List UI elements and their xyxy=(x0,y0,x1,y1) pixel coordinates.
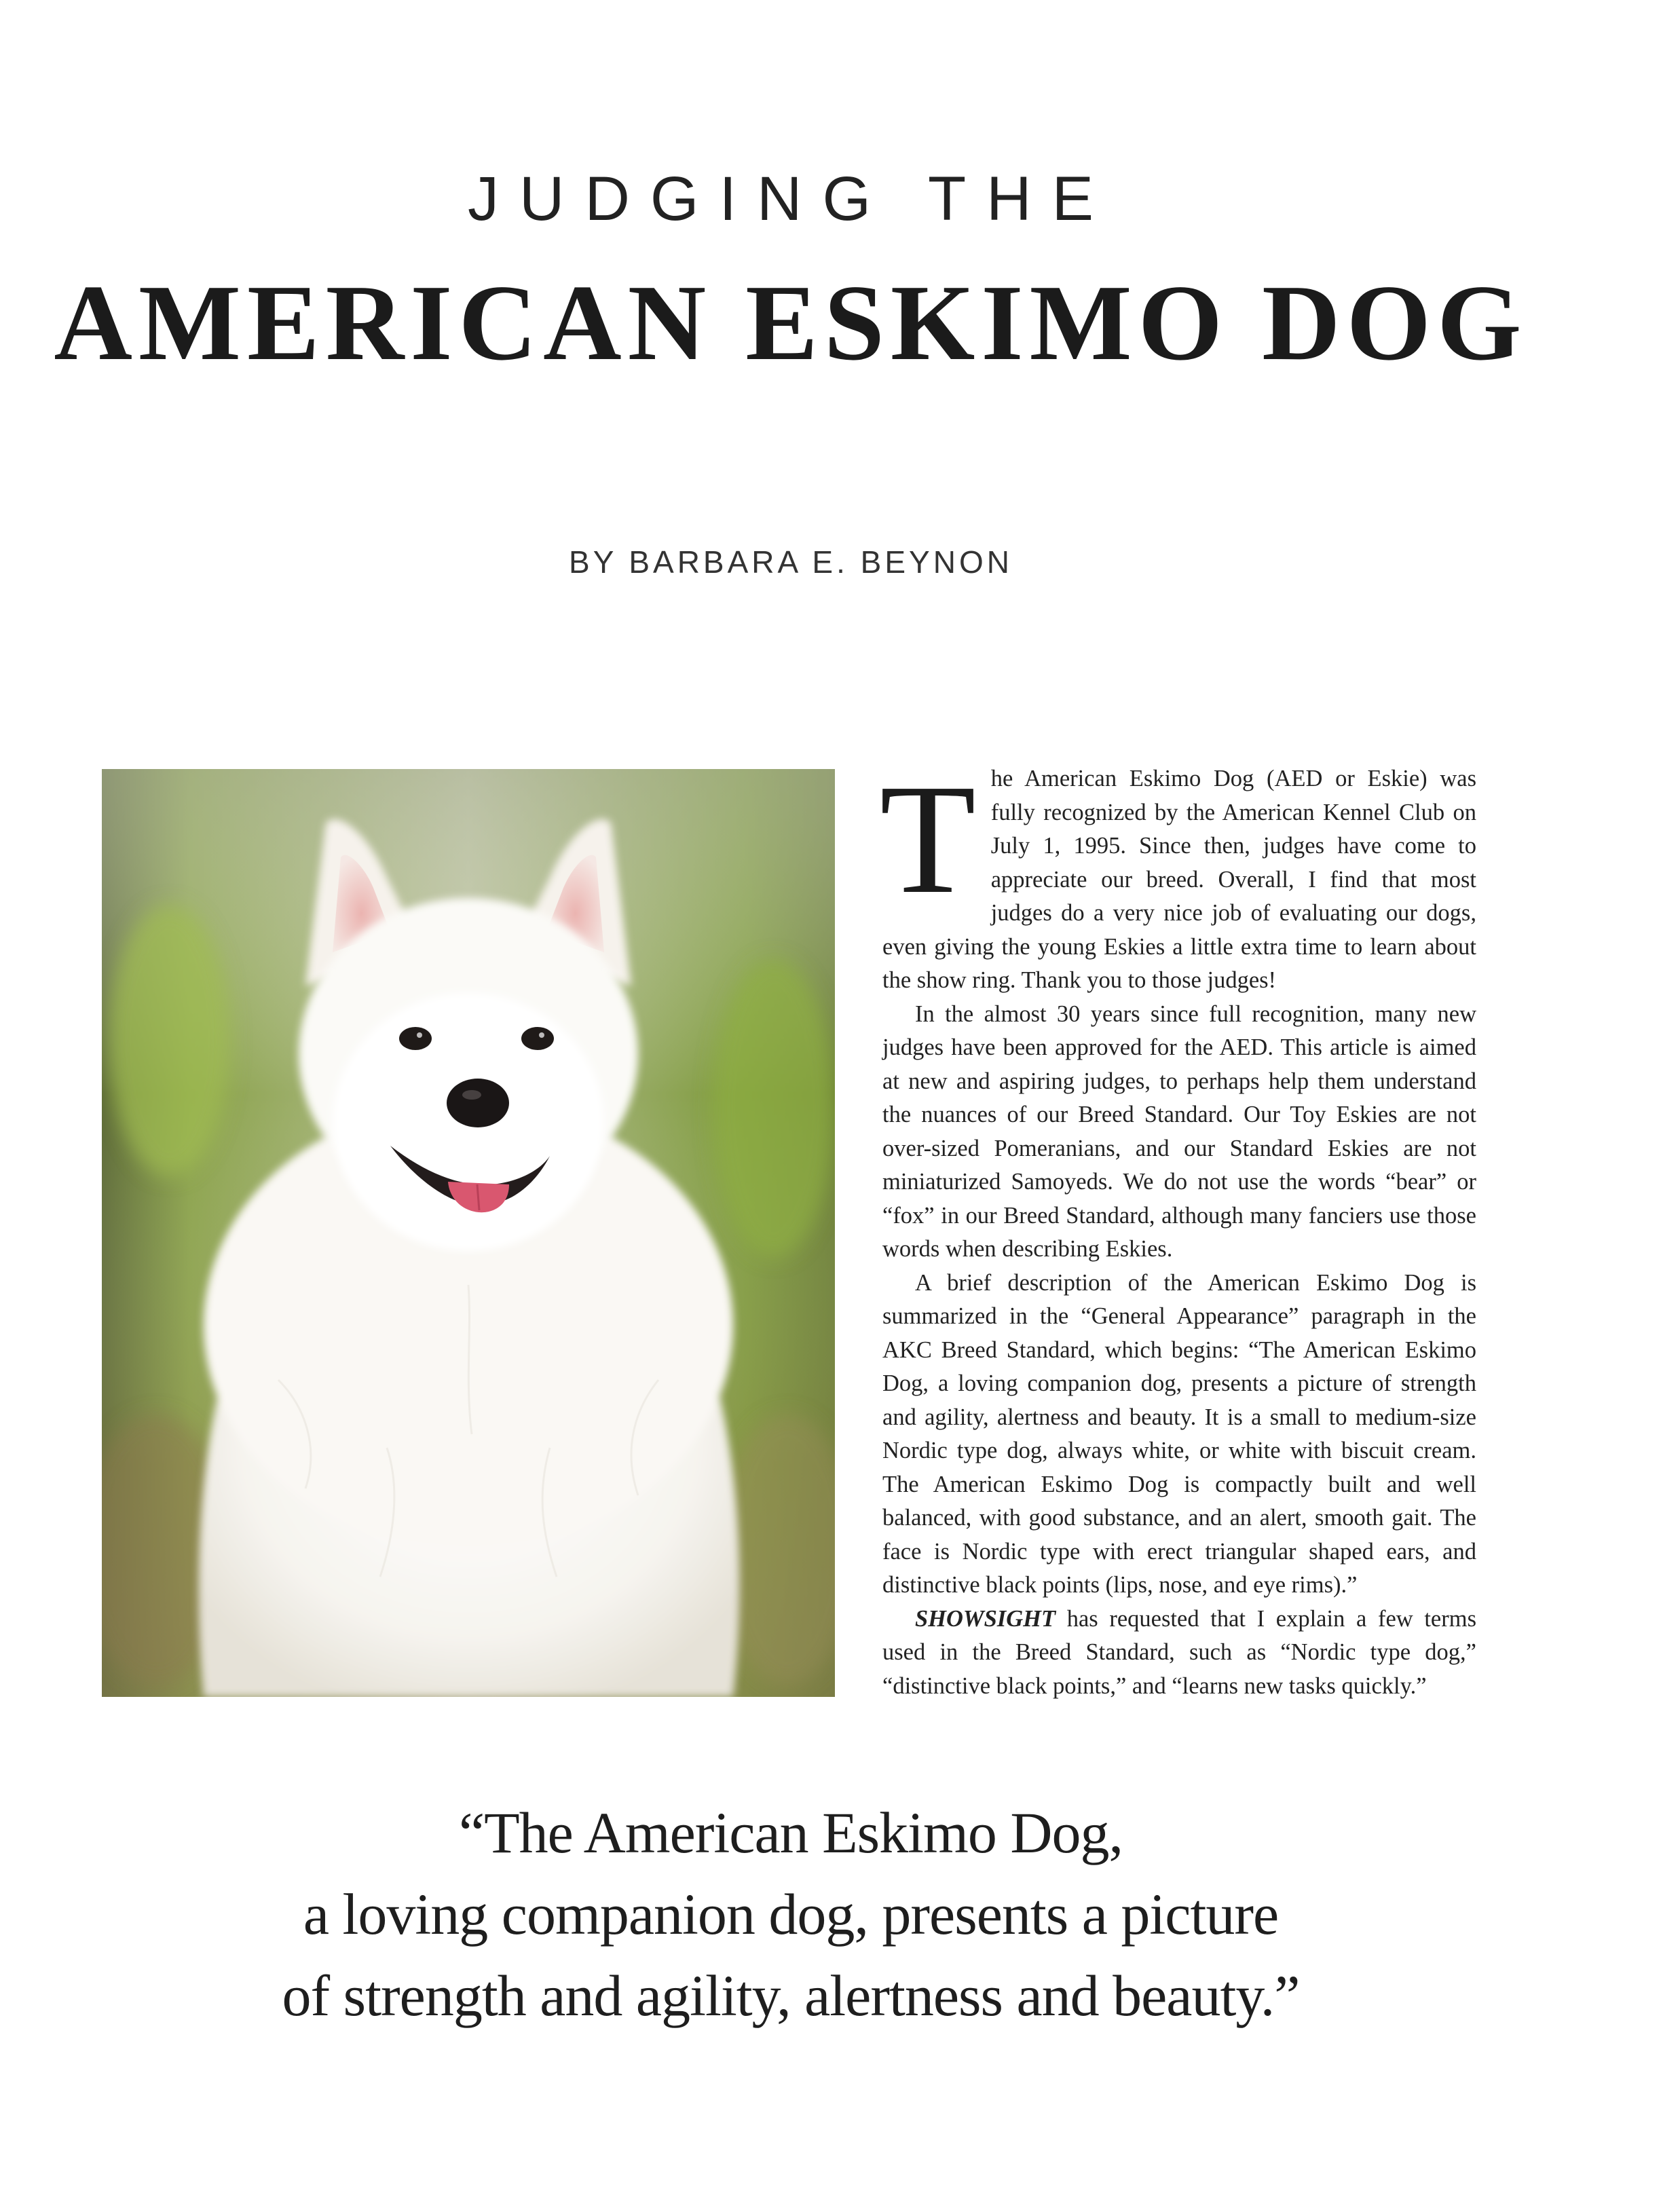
pull-quote-line-3: of strength and agility, alertness and beauty.” xyxy=(282,1963,1300,2028)
article-paragraph-1 xyxy=(880,752,1476,998)
pull-quote-line-2: a loving companion dog, presents a picture xyxy=(303,1882,1279,1947)
article-paragraph-3: A brief description of the American Eskimo Dog is summarized in the “General Appearance” paragraph in the AKC Breed Standard, which begins: “The American Eskimo Dog, a loving companion dog, presents a picture of strength and agility, alertness and beauty. It is a small to medium-size Nordic type dog, always white, or white with biscuit cream. The American Eskimo Dog is compactly built and well balanced, with good substance, and an alert, smooth gait. The face is Nordic type with erect triangular shaped ears, and distinctive black points (lips, nose, and eye rims).” xyxy=(882,1269,1476,1598)
paragraph-1-text: he American Eskimo Dog (AED or Eskie) was fully recognized by the American Kennel Club on July 1, 1995. Since then, judges have come to appreciate our breed. Overall, I find that most judges do a very nice job of evaluating our dogs, even giving the young Eskies a little extra time to learn about the show ring. Thank you to those judges! xyxy=(882,766,1476,993)
dog-photo xyxy=(102,769,835,1697)
article-paragraph-2: In the almost 30 years since full recognition, many new judges have been approved for the AED. This article is aimed at new and aspiring judges, to perhaps help them understand the nuances of our Breed Standard. Our Toy Eskies are not over-sized Pomeranians, and our Standard Eskies are not miniaturized Samoyeds. We do not use the words “bear” or “fox” in our Breed Standard, although many fanciers use those words when describing Eskies. xyxy=(882,1000,1476,1262)
publication-name: SHOWSIGHT xyxy=(915,1605,1056,1632)
pull-quote xyxy=(0,1792,1582,2036)
byline: BY BARBARA E. BEYNON xyxy=(569,544,1013,580)
paragraph-4-text: has requested that I explain a few terms used in the Breed Standard, such as “Nordic type dog,” “distinctive black points,” and “learns new tasks quickly.” xyxy=(882,1605,1476,1699)
article-body xyxy=(880,752,1476,1703)
article-paragraph-4 xyxy=(882,1603,1476,1704)
page-title: AMERICAN ESKIMO DOG xyxy=(54,262,1528,383)
headline-kicker: JUDGING THE xyxy=(468,164,1114,233)
drop-cap: T xyxy=(880,752,976,927)
pull-quote-line-1: “The American Eskimo Dog, xyxy=(458,1800,1123,1865)
